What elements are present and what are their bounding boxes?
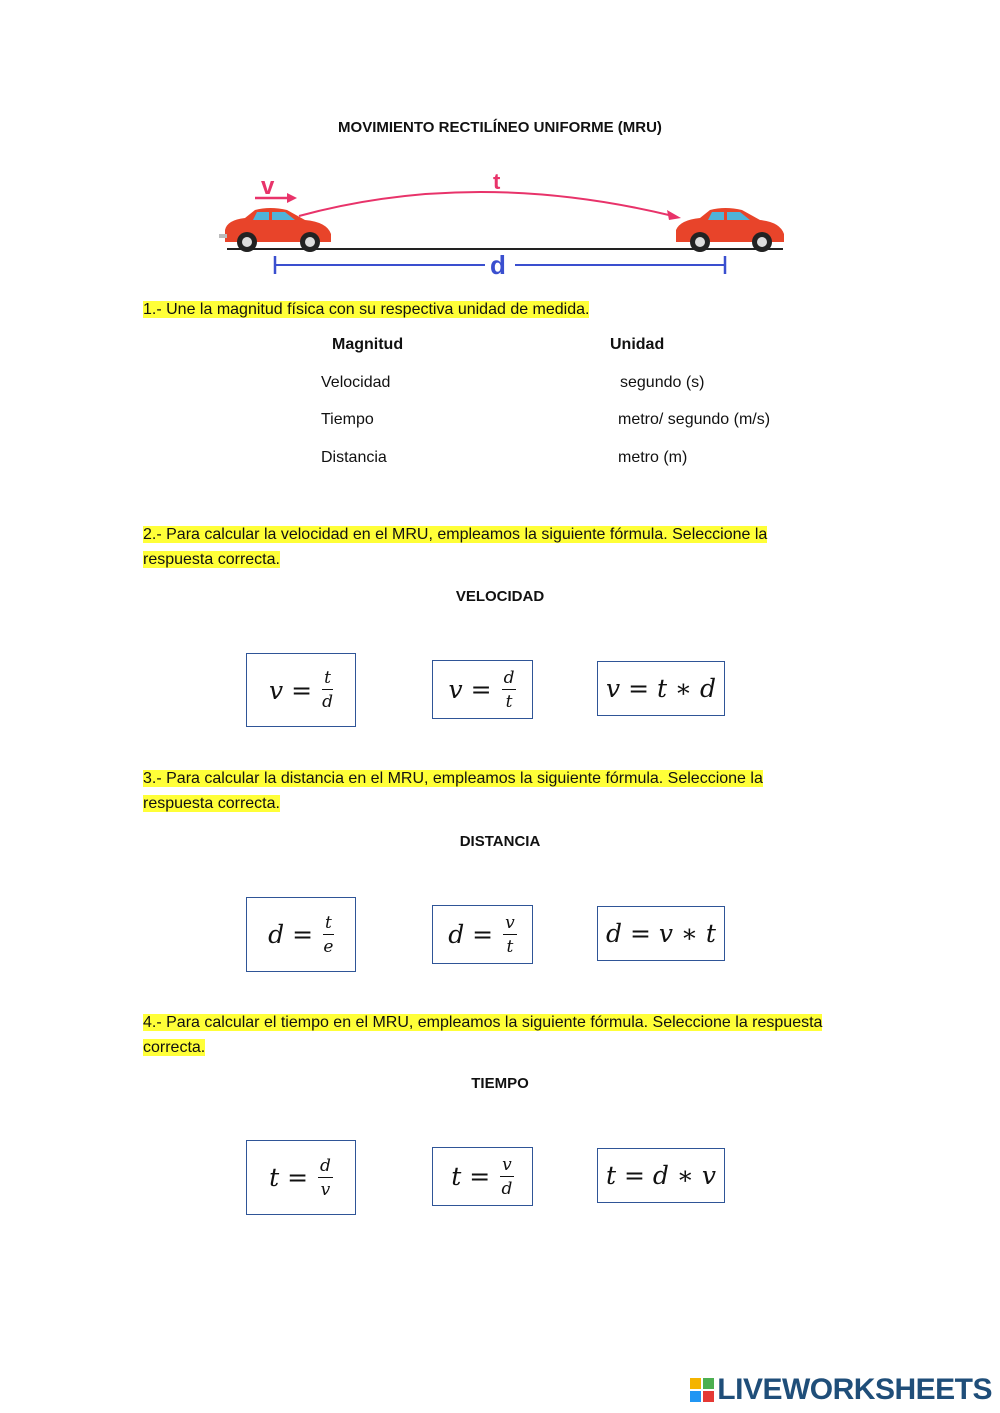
formula-option-distancia-1[interactable] [246, 897, 356, 972]
fraction [322, 668, 333, 712]
section-velocidad: VELOCIDAD [455, 588, 545, 605]
formula-option-tiempo-2[interactable] [432, 1147, 533, 1206]
question-2 [143, 523, 863, 572]
question-4-line1: 4.- Para calcular el tiempo en el MRU, empleamos la siguiente fórmula. Seleccione la respuesta [143, 1014, 823, 1031]
formula-option-distancia-2[interactable] [432, 905, 533, 964]
unidad-item[interactable]: segundo (s) [620, 374, 705, 391]
unidad-item[interactable]: metro (m) [618, 449, 688, 466]
numerator: t [325, 912, 332, 933]
magnitud-item[interactable]: Tiempo [321, 411, 374, 428]
magnitud-item[interactable]: Velocidad [321, 374, 391, 391]
denominator: v [320, 1179, 331, 1200]
numerator: t [324, 668, 331, 688]
logo-text: LIVEWORKSHEETS [717, 1373, 992, 1406]
car-left-icon [219, 208, 331, 252]
question-3 [143, 767, 863, 816]
magnitud-item[interactable]: Distancia [321, 449, 387, 466]
formula-expression: d = v ∗ t [606, 919, 716, 948]
denominator: d [501, 1178, 513, 1199]
question-4 [143, 1011, 863, 1060]
liveworksheets-logo [689, 1373, 992, 1407]
formula-option-velocidad-3[interactable] [597, 661, 725, 716]
denominator: t [505, 691, 513, 712]
question-1 [143, 298, 863, 323]
denominator: t [506, 936, 514, 957]
question-3-line2: respuesta correcta. [143, 794, 280, 812]
mru-diagram [215, 168, 790, 280]
formula-option-distancia-3[interactable] [597, 906, 725, 961]
formula-lhs: t = [269, 1163, 309, 1192]
question-2-line1: 2.- Para calcular la velocidad en el MRU, empleamos la siguiente fórmula. Seleccione la [143, 526, 768, 543]
formula-option-velocidad-2[interactable] [432, 660, 533, 719]
numerator: d [503, 667, 515, 688]
unidad-item[interactable]: metro/ segundo (m/s) [618, 411, 771, 428]
fraction [503, 913, 517, 957]
question-3-line1: 3.- Para calcular la distancia en el MRU, empleamos la siguiente fórmula. Seleccione la [143, 770, 763, 787]
formula-lhs: v = [269, 675, 313, 705]
section-tiempo: TIEMPO [471, 1075, 529, 1092]
fraction [502, 668, 517, 712]
formula-option-velocidad-1[interactable] [246, 653, 356, 727]
fraction [318, 1156, 333, 1200]
section-distancia: DISTANCIA [459, 833, 541, 850]
formula-lhs: d = [448, 920, 494, 949]
formula-option-tiempo-3[interactable] [597, 1148, 725, 1203]
numerator: v [502, 1154, 512, 1175]
question-1-text: 1.- Une la magnitud física con su respectiva unidad de medida. [143, 301, 590, 318]
denominator: d [322, 692, 333, 712]
fraction [500, 1155, 514, 1199]
formula-expression: t = d ∗ v [606, 1161, 716, 1190]
formula-expression: v = t ∗ d [606, 674, 716, 703]
numerator: v [505, 912, 515, 933]
car-right-icon [676, 208, 784, 252]
question-2-line2: respuesta correcta. [143, 550, 280, 568]
header-magnitud: Magnitud [332, 336, 404, 353]
denominator: e [323, 936, 334, 957]
formula-lhs: v = [448, 675, 492, 704]
question-4-line2: correcta. [143, 1038, 206, 1056]
velocity-label: v [261, 173, 275, 200]
formula-lhs: t = [451, 1162, 491, 1191]
formula-lhs: d = [268, 920, 314, 949]
numerator: d [320, 1155, 331, 1176]
page-title: MOVIMIENTO RECTILÍNEO UNIFORME (MRU) [338, 119, 662, 136]
distance-label: d [490, 250, 506, 280]
header-unidad: Unidad [610, 336, 665, 353]
formula-option-tiempo-1[interactable] [246, 1140, 356, 1215]
fraction [323, 913, 334, 957]
liveworksheets-logo-icon [689, 1377, 715, 1403]
time-label: t [493, 169, 501, 194]
